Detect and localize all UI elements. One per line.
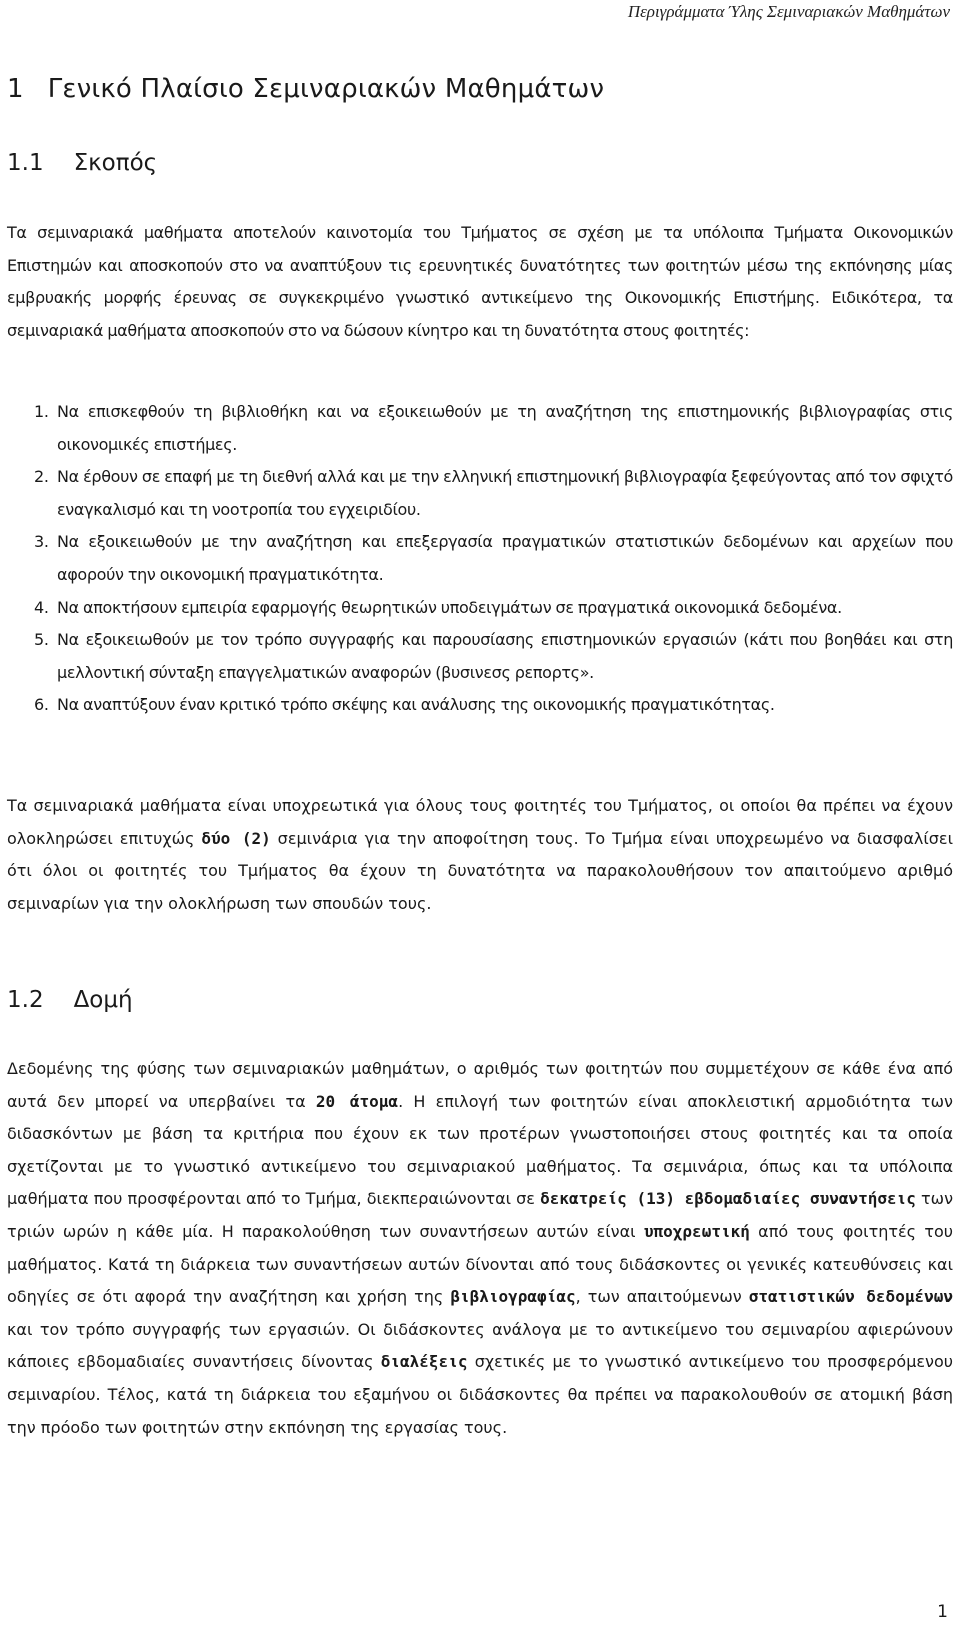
- text-run: σεμινάρια για την αποφοίτηση τους. Το Τμήμα είναι υποχρεωμένο να διασφαλίσει ότι όλοι οι φοιτητές του Τμήματος θα έχουν τη δυνατότητα να παρακολουθήσουν τον απαιτούμενο αριθμό σεμιναρίων για την ολοκλήρωση των σπουδών τους.: [7, 828, 953, 913]
- purpose-intro-paragraph: Τα σεμιναριακά μαθήματα αποτελούν καινοτομία του Τμήματος σε σχέση με τα υπόλοιπα Τμήματα Οικονομικών Επιστημών και αποσκοπούν στο να αναπτύξουν τις ερευνητικές δυνατότητες των φοιτητών μέσω της εκπόνησης μίας εμβρυακής μορφής έρευνας σε συγκεκριμένο γνωστικό αντικείμενο της Οικονομικής Επιστήμης. Ειδικότερα, τα σεμιναριακά μαθήματα αποσκοπούν στο να δώσουν κίνητρο και τη δυνατότητα στους φοιτητές:: [7, 223, 953, 340]
- section-title: Γενικό Πλαίσιο Σεμιναριακών Μαθημάτων: [47, 74, 605, 104]
- list-item: [7, 592, 953, 625]
- subsection-title: Δομή: [73, 987, 133, 1013]
- list-item-text: Να αποκτήσουν εμπειρία εφαρμογής θεωρητικών υποδειγμάτων σε πραγματικά οικονομικά δεδομένα.: [57, 597, 842, 617]
- subsection-number: 1.1: [7, 150, 44, 176]
- list-item-text: Να αναπτύξουν έναν κριτικό τρόπο σκέψης και ανάλυσης της οικονομικής πραγματικότητας.: [57, 695, 775, 715]
- subsection-heading-purpose: [7, 150, 157, 176]
- list-item-number: 4.: [34, 597, 49, 617]
- list-item-text: Να έρθουν σε επαφή με τη διεθνή αλλά και με την ελληνική επιστημονική βιβλιογραφία ξεφεύγοντας από τον σφιχτό εναγκαλισμό και τη νοοτροπία του εγχειριδίου.: [57, 467, 953, 519]
- text-run: και τον τρόπο συγγραφής των εργασιών. Οι διδάσκοντες ανάλογα με το αντικείμενο του σεμιναρίου αφιερώνουν κάποιες εβδομαδιαίες συναντήσεις δίνοντας: [7, 1319, 953, 1372]
- list-item-text: Να εξοικειωθούν με την αναζήτηση και επεξεργασία πραγματικών στατιστικών δεδομένων και αρχείων που αφορούν την οικονομική πραγματικότητα.: [57, 532, 953, 584]
- section-heading: [7, 74, 604, 104]
- list-item: [7, 689, 953, 722]
- emphasis-text: δύο (2): [201, 828, 271, 848]
- section-number: 1: [7, 74, 24, 104]
- structure-paragraph: [7, 1053, 953, 1444]
- list-item: [7, 461, 953, 526]
- emphasis-text: υποχρεωτική: [643, 1221, 750, 1241]
- list-item-number: 2.: [34, 467, 49, 487]
- list-item: [7, 624, 953, 689]
- page-number: 1: [937, 1602, 948, 1622]
- list-item-number: 3.: [34, 532, 49, 552]
- list-item: [7, 526, 953, 591]
- purpose-closing-paragraph: [7, 790, 953, 920]
- subsection-number: 1.2: [7, 987, 44, 1013]
- text-run: σχετικές με το γνωστικό αντικείμενο του προσφερόμενου σεμιναρίου. Τέλος, κατά τη διάρκεια του εξαμήνου οι διδάσκοντες θα πρέπει να παρακολουθούν σε ατομική βάση την πρόοδο των φοιτητών στην εκπόνηση της εργασίας τους.: [7, 1352, 954, 1437]
- text-run: Δεδομένης της φύσης των σεμιναριακών μαθημάτων, ο αριθμός των φοιτητών που συμμετέχουν σε κάθε ένα από αυτά δεν μπορεί να υπερβαίνει τα: [7, 1059, 953, 1111]
- list-item: [7, 396, 953, 461]
- emphasis-text: δεκατρείς (13) εβδομαδιαίες συναντήσεις: [540, 1189, 916, 1209]
- list-item-number: 6.: [34, 695, 49, 715]
- text-run: , των απαιτούμενων: [575, 1287, 749, 1307]
- running-header: Περιγράμματα Ύλης Σεμιναριακών Μαθημάτων: [627, 2, 950, 21]
- list-item-number: 5.: [34, 630, 49, 650]
- emphasis-text: διαλέξεις: [380, 1352, 468, 1372]
- goals-list: [7, 396, 953, 722]
- text-run: των τριών ωρών η κάθε μία. Η παρακολούθηση των συναντήσεων αυτών είναι: [7, 1189, 954, 1241]
- emphasis-text: βιβλιογραφίας: [450, 1287, 576, 1307]
- emphasis-text: 20 άτομα: [315, 1091, 399, 1111]
- subsection-title: Σκοπός: [73, 150, 158, 176]
- list-item-text: Να επισκεφθούν τη βιβλιοθήκη και να εξοικειωθούν με τη αναζήτηση της επιστημονικής βιβλιογραφίας στις οικονομικές επιστήμες.: [57, 402, 953, 454]
- text-run: . Η επιλογή των φοιτητών είναι αποκλειστική αρμοδιότητα των διδασκόντων με βάση τα κριτήρια που έχουν εκ των προτέρων γνωστοποιήσει στους φοιτητές και τα οποία σχετίζονται με το γνωστικό αντικείμενο του σεμιναριακού μαθήματος. Τα σεμινάρια, όπως και τα υπόλοιπα μαθήματα που προσφέρονται από το Τμήμα, διεκπεραιώνονται σε: [7, 1091, 953, 1209]
- text-run: από τους φοιτητές του μαθήματος. Κατά τη διάρκεια των συναντήσεων αυτών δίνονται από τους διδάσκοντες οι γενικές κατευθύνσεις και οδηγίες σε ότι αφορά την αναζήτηση και χρήση της: [7, 1221, 954, 1307]
- list-item-number: 1.: [34, 402, 49, 421]
- list-item-text: Να εξοικειωθούν με τον τρόπο συγγραφής και παρουσίασης επιστημονικών εργασιών (κάτι που βοηθάει και στη μελλοντική σύνταξη επαγγελματικών αναφορών (βυσινεσς ρεπορτς».: [57, 630, 953, 682]
- emphasis-text: στατιστικών δεδομένων: [748, 1287, 953, 1307]
- subsection-heading-structure: [7, 987, 133, 1013]
- text-run: Τα σεμιναριακά μαθήματα είναι υποχρεωτικά για όλους τους φοιτητές του Τμήματος, οι οποίοι θα πρέπει να έχουν ολοκληρώσει επιτυχώς: [7, 796, 953, 848]
